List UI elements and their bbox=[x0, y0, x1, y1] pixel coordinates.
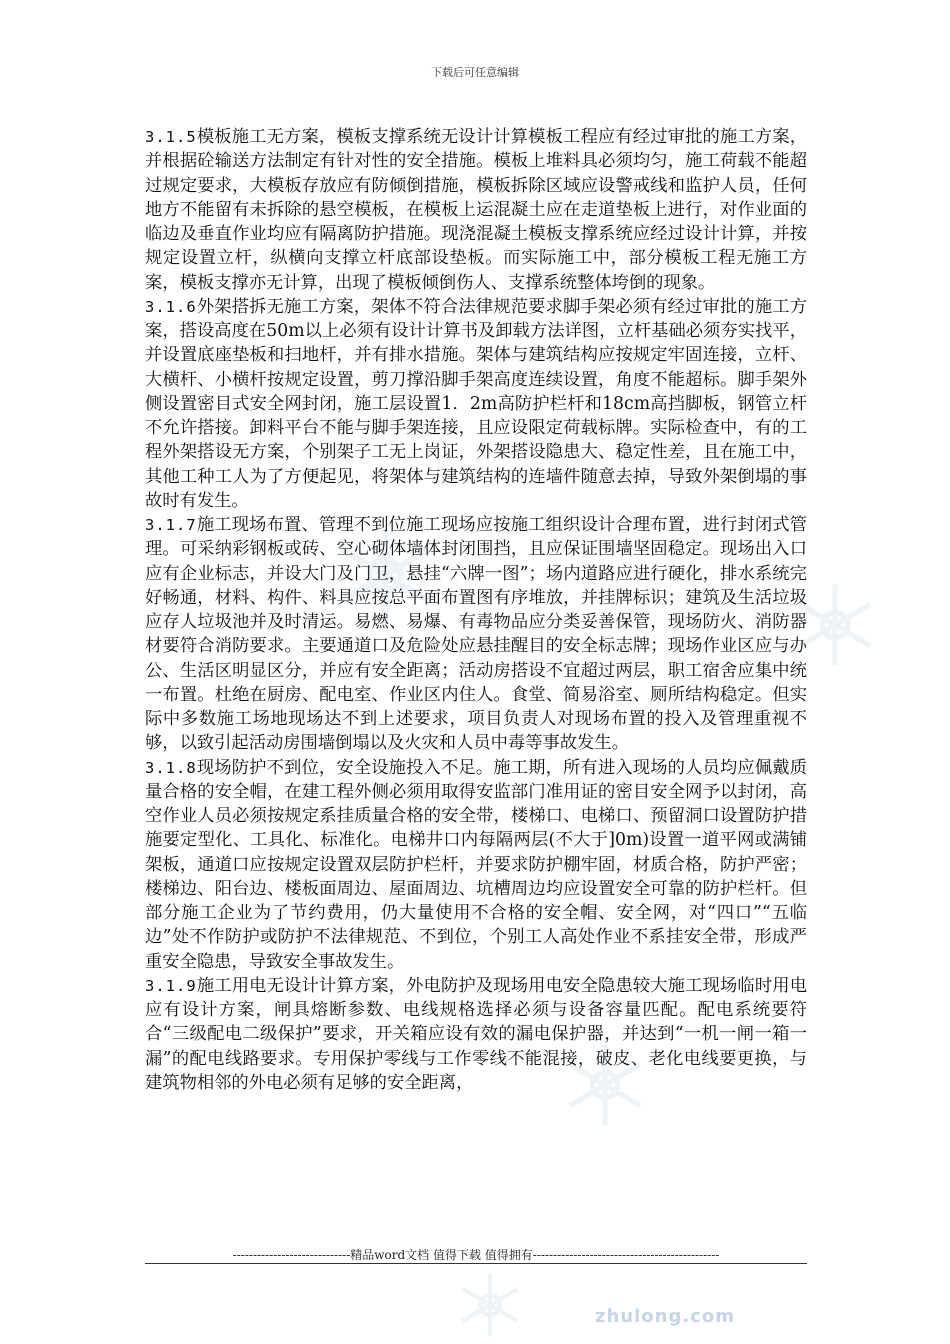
footer-divider bbox=[145, 1263, 807, 1264]
watermark-text: zhulong.com bbox=[595, 1306, 735, 1327]
section-paragraph bbox=[145, 756, 807, 974]
section-paragraph bbox=[145, 295, 807, 513]
page-header: 下载后可任意编辑 bbox=[431, 66, 519, 79]
section-number: 3.1.8 bbox=[145, 758, 197, 777]
section-text: 施工现场布置、管理不到位施工现场应按施工组织设计合理布置，进行封闭式管理。可采纳彩钢板或砖、空心砌体墙体封闭围挡，且应保证围墙坚固稳定。现场出入口应有企业标志，并设大门及门卫，悬挂“六牌一图”；场内道路应进行硬化，排水系统完好畅通，材料、构件、料具应按总平面布置图有序堆放，并挂牌标识；建筑及生活垃圾应存人垃圾池并及时清运。易燃、易爆、有毒物品应分类妥善保管，现场防火、消防器材要符合消防要求。主要通道口及危险处应悬挂醒目的安全标志牌；现场作业区应与办公、生活区明显区分，并应有安全距离；活动房搭设不宜超过两层，职工宿舍应集中统一布置。杜绝在厨房、配电室、作业区内住人。食堂、简易浴室、厕所结构稳定。但实际中多数施工场地现场达不到上述要求，项目负责人对现场布置的投入及管理重视不够，以致引起活动房围墙倒塌以及火灾和人员中毒等事故发生。 bbox=[145, 515, 807, 754]
page-footer: -----------------------------精品word文档 值得下载 值得拥有---------------------------------------------- bbox=[232, 1248, 720, 1262]
section-paragraph bbox=[145, 513, 807, 756]
section-paragraph bbox=[145, 125, 807, 295]
section-number: 3.1.9 bbox=[145, 976, 197, 995]
section-text: 施工用电无设计计算方案，外电防护及现场用电安全隐患较大施工现场临时用电应有设计方案，闸具熔断参数、电线规格选择必须与设备容量匹配。配电系统要符合“三级配电二级保护”要求，开关箱应设有效的漏电保护器，并达到“一机一闸一箱一漏”的配电线路要求。专用保护零线与工作零线不能混接，破皮、老化电线要更换，与建筑物相邻的外电必须有足够的安全距离， bbox=[145, 975, 807, 1093]
section-text: 模板施工无方案，模板支撑系统无设计计算模板工程应有经过审批的施工方案，并根据砼输送方法制定有针对性的安全措施。模板上堆料具必须均匀，施工荷载不能超过规定要求，大模板存放应有防倾倒措施，模板拆除区域应设警戒线和监护人员，任何地方不能留有未拆除的悬空模板，在模板上运混凝土应在走道垫板上进行，对作业面的临边及垂直作业均应有隔离防护措施。现浇混凝土模板支撑系统应经过设计计算，并按规定设置立杆，纵横向支撑立杆底部设垫板。而实际施工中，部分模板工程无施工方案，模板支撑亦无计算，出现了模板倾倒伤人、支撑系统整体垮倒的现象。 bbox=[145, 127, 807, 293]
section-paragraph bbox=[145, 974, 807, 1095]
section-number: 3.1.7 bbox=[145, 516, 197, 534]
section-text: 外架搭拆无施工方案，架体不符合法律规范要求脚手架必须有经过审批的施工方案，搭设高度在50m以上必须有设计计算书及卸载方法详图，立杆基础必须夯实找平，并设置底座垫板和扫地杆，并有排水措施。架体与建筑结构应按规定牢固连接，立杆、大横杆、小横杆按规定设置，剪刀撑沿脚手架高度连续设置，角度不能超标。脚手架外侧设置密目式安全网封闭，施工层设置1．2m高防护栏杆和18cm高挡脚板，钢管立杆不允许搭接。卸料平台不能与脚手架连接，且应设限定荷载标牌。实际检查中，有的工程外架搭设无方案，个别架子工无上岗证，外架搭设隐患大、稳定性差，且在施工中，其他工种工人为了方便起见，将架体与建筑结构的连墙件随意去掉，导致外架倒塌的事故时有发生。 bbox=[145, 296, 807, 511]
section-number: 3.1.6 bbox=[145, 297, 197, 316]
section-text: 现场防护不到位，安全设施投入不足。施工期，所有进入现场的人员均应佩戴质量合格的安全帽，在建工程外侧必须用取得安监部门准用证的密目安全网予以封闭，高空作业人员必须按规定系挂质量合格的安全带，楼梯口、电梯口、预留洞口设置防护措施要定型化、工具化、标准化。电梯井口内每隔两层(不大于]0m)设置一道平网或满铺架板，通道口应按规定设置双层防护栏杆，并要求防护棚牢固，材质合格，防护严密；楼梯边、阳台边、楼板面周边、屋面周边、坑槽周边均应设置安全可靠的防护栏杆。但部分施工企业为了节约费用，仍大量使用不合格的安全帽、安全网，对“四口”“五临边”处不作防护或防护不法律规范、不到位，个别工人高处作业不系挂安全带，形成严重安全隐患，导致安全事故发生。 bbox=[145, 757, 807, 972]
watermark-snowflake-icon bbox=[455, 1270, 525, 1340]
document-body bbox=[145, 125, 807, 1095]
section-number: 3.1.5 bbox=[145, 128, 197, 146]
